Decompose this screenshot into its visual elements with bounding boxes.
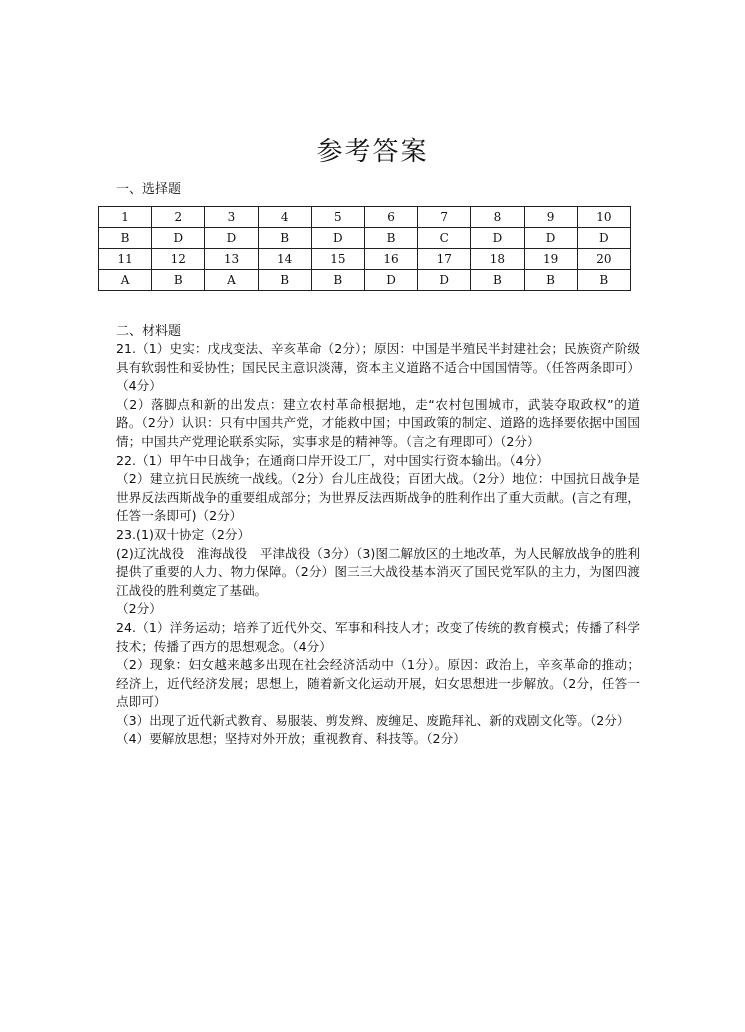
- table-cell: B: [258, 270, 311, 291]
- answer-paragraph: （2）现象：妇女越来越多出现在社会经济活动中（1分）。原因：政治上，辛亥革命的推动；经济上，近代经济发展；思想上，随着新文化运动开展，妇女思想进一步解放。（2分，任答一点即可）: [116, 657, 640, 710]
- table-cell: B: [471, 270, 524, 291]
- table-row: [99, 249, 631, 270]
- table-cell: 17: [418, 249, 471, 270]
- table-cell: B: [311, 270, 364, 291]
- answer-paragraph: 24.（1）洋务运动；培养了近代外交、军事和科技人才；改变了传统的教育模式；传播了科学技术；传播了西方的思想观念。（4分）: [116, 619, 640, 654]
- answer-paragraph: （3）出现了近代新式教育、易服装、剪发辫、废缠足、废跪拜礼、新的戏剧文化等。（2分）: [116, 712, 630, 728]
- table-cell: 18: [471, 249, 524, 270]
- table-cell: B: [258, 228, 311, 249]
- table-cell: 7: [418, 207, 471, 228]
- answer-paragraph: （4）要解放思想；坚持对外开放；重视教育、科技等。（2分）: [116, 731, 466, 747]
- table-cell: 11: [99, 249, 152, 270]
- table-cell: 6: [364, 207, 417, 228]
- table-cell: B: [99, 228, 152, 249]
- answer-paragraph: (2)辽沈战役 淮海战役 平津战役（3分）（3)图二解放区的土地改革，为人民解放战争的胜利提供了重要的人力、物力保障。（2分）图三三大战役基本消灭了国民党军队的主力，为图四渡江战役的胜利奠定了基础。: [116, 545, 640, 598]
- table-cell: 10: [577, 207, 630, 228]
- section-heading-material: 二、材料题: [116, 324, 182, 339]
- answer-content: [116, 340, 640, 749]
- answer-table: [98, 206, 631, 291]
- table-cell: 15: [311, 249, 364, 270]
- table-cell: D: [152, 228, 205, 249]
- table-cell: 14: [258, 249, 311, 270]
- page-title: 参考答案: [316, 137, 429, 167]
- table-cell: 9: [524, 207, 577, 228]
- answer-paragraph: 23.(1)双十协定（2分）: [116, 526, 251, 542]
- table-cell: D: [205, 228, 258, 249]
- table-cell: 8: [471, 207, 524, 228]
- table-cell: 3: [205, 207, 258, 228]
- table-cell: D: [524, 228, 577, 249]
- table-cell: B: [152, 270, 205, 291]
- table-row: [99, 207, 631, 228]
- answer-paragraph: （2）落脚点和新的出发点：建立农村革命根据地，走“农村包围城市，武装夺取政权”的道路。（2分）认识：只有中国共产党，才能救中国；中国政策的制定、道路的选择要依据中国国情；中国共产党理论联系实际，实事求是的精神等。（言之有理即可）（2分）: [116, 396, 640, 449]
- answer-paragraph: （2分）: [116, 601, 162, 617]
- table-cell: D: [418, 270, 471, 291]
- table-cell: 20: [577, 249, 630, 270]
- section-heading-choice: 一、选择题: [116, 182, 182, 197]
- table-cell: 4: [258, 207, 311, 228]
- answer-paragraph: （2）建立抗日民族统一战线。（2分）台儿庄战役；百团大战。（2分）地位：中国抗日战争是世界反法西斯战争的重要组成部分；为世界反法西斯战争的胜利作出了重大贡献。(言之有理，任答一条即可)（2分）: [116, 471, 640, 524]
- table-cell: D: [577, 228, 630, 249]
- answer-paragraph: 21.（1）史实：戊戌变法、辛亥革命（2分）；原因：中国是半殖民半封建社会；民族资产阶级具有软弱性和妥协性；国民民主意识淡薄，资本主义道路不适合中国国情等。（任答两条即可）（4分）: [116, 341, 640, 394]
- table-cell: B: [577, 270, 630, 291]
- table-row: [99, 228, 631, 249]
- table-cell: 12: [152, 249, 205, 270]
- table-cell: B: [364, 228, 417, 249]
- table-cell: 16: [364, 249, 417, 270]
- table-cell: A: [205, 270, 258, 291]
- table-cell: B: [524, 270, 577, 291]
- table-cell: 1: [99, 207, 152, 228]
- answer-paragraph: 22.（1）甲午中日战争；在通商口岸开设工厂，对中国实行资本输出。（4分）: [116, 452, 549, 468]
- table-cell: 13: [205, 249, 258, 270]
- table-cell: 2: [152, 207, 205, 228]
- table-cell: A: [99, 270, 152, 291]
- table-row: [99, 270, 631, 291]
- table-cell: 19: [524, 249, 577, 270]
- table-cell: D: [311, 228, 364, 249]
- table-cell: C: [418, 228, 471, 249]
- table-cell: D: [471, 228, 524, 249]
- table-cell: D: [364, 270, 417, 291]
- table-cell: 5: [311, 207, 364, 228]
